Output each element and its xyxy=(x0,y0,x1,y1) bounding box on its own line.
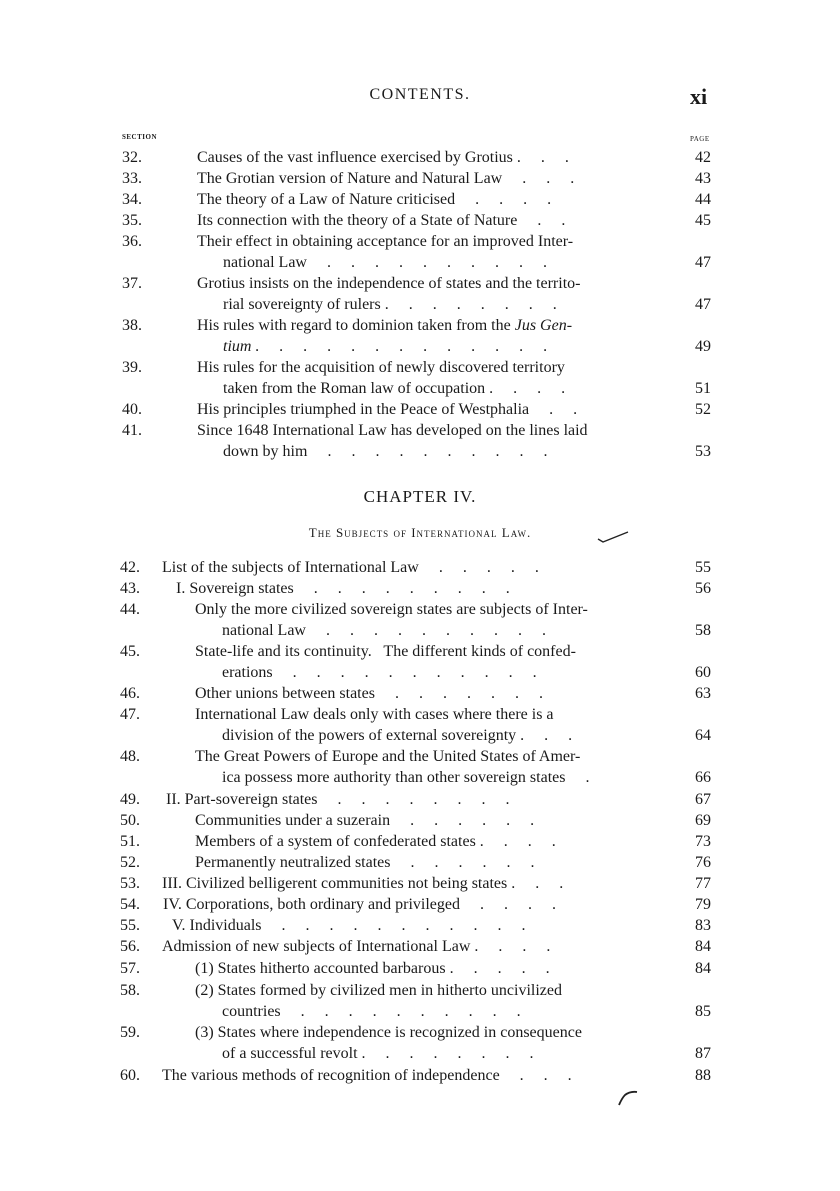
entry-page: 87 xyxy=(695,1045,711,1062)
entry-text-italic: Jus Gen- xyxy=(514,317,573,334)
section-number: 39. xyxy=(122,359,142,376)
section-number: 33. xyxy=(122,170,142,187)
entry-text: (3) States where independence is recognized in consequence xyxy=(195,1024,582,1041)
entry-text: Their effect in obtaining acceptance for an improved Inter- xyxy=(197,233,574,250)
entry-text-cont: of a successful revolt . . . . . . . . xyxy=(222,1045,534,1062)
entry-page: 44 xyxy=(695,191,711,208)
entry-text: State-life and its continuity. The different kinds of confed- xyxy=(195,643,576,660)
entry-page: 83 xyxy=(695,917,711,934)
entry-text: Permanently neutralized states . . . . . . xyxy=(195,854,535,871)
section-number: 40. xyxy=(122,401,142,418)
section-number: 44. xyxy=(120,601,140,618)
entry-text: His rules for the acquisition of newly discovered territory xyxy=(197,359,565,376)
section-number: 51. xyxy=(120,833,140,850)
entry-text-cont: countries . . . . . . . . . . xyxy=(222,1003,521,1020)
entry-text-cont: taken from the Roman law of occupation . . . . xyxy=(223,380,566,397)
section-number: 58. xyxy=(120,982,140,999)
entry-text xyxy=(197,315,572,336)
section-number: 54. xyxy=(120,896,140,913)
entry-page: 55 xyxy=(695,559,711,576)
entry-text: Only the more civilized sovereign states are subjects of Inter- xyxy=(195,601,588,618)
entry-text: Causes of the vast influence exercised by Grotius . . . xyxy=(197,149,569,166)
section-column-label: SECTION xyxy=(122,133,158,141)
page-number: xi xyxy=(690,84,708,109)
handwritten-check-mark xyxy=(596,530,630,544)
entry-text: Admission of new subjects of International Law . . . . xyxy=(162,938,551,955)
section-number: 37. xyxy=(122,275,142,292)
entry-text: III. Civilized belligerent communities not being states . . . xyxy=(162,875,564,892)
entry-text: International Law deals only with cases where there is a xyxy=(195,706,554,723)
section-number: 38. xyxy=(122,317,142,334)
entry-page: 76 xyxy=(695,854,711,871)
entry-text: List of the subjects of International Law . . . . . xyxy=(162,559,539,576)
entry-text: V. Individuals . . . . . . . . . . . xyxy=(172,917,526,934)
entry-text-main: His rules with regard to dominion taken from the xyxy=(197,317,511,334)
entry-page: 58 xyxy=(695,622,711,639)
entry-text: Communities under a suzerain . . . . . . xyxy=(195,812,535,829)
entry-page: 47 xyxy=(695,254,711,271)
entry-text: (2) States formed by civilized men in hitherto uncivilized xyxy=(195,982,563,999)
entry-page: 45 xyxy=(695,212,711,229)
entry-page: 63 xyxy=(695,685,711,702)
section-number: 55. xyxy=(120,917,140,934)
entry-page: 79 xyxy=(695,896,711,913)
section-number: 43. xyxy=(120,580,140,597)
chapter-heading: CHAPTER IV. xyxy=(363,487,477,506)
entry-page: 73 xyxy=(695,833,711,850)
entry-page: 84 xyxy=(695,938,711,955)
entry-text: The Great Powers of Europe and the United States of Amer- xyxy=(195,748,581,765)
entry-text: II. Part-sovereign states . . . . . . . . xyxy=(166,791,510,808)
entry-text: Since 1648 International Law has developed on the lines laid xyxy=(197,422,588,439)
entry-page: 66 xyxy=(695,769,711,786)
entry-text: Grotius insists on the independence of states and the territo- xyxy=(197,275,581,292)
chapter-subtitle: The Subjects of International Law. xyxy=(308,525,532,540)
entry-text-italic-cont: tium . . . . . . . . . . . . . xyxy=(223,338,548,355)
entry-page: 64 xyxy=(695,727,711,744)
section-number: 48. xyxy=(120,748,140,765)
running-title: CONTENTS. xyxy=(369,86,471,103)
entry-text: IV. Corporations, both ordinary and privileged . . . . xyxy=(163,896,556,913)
entry-text: I. Sovereign states . . . . . . . . . xyxy=(176,580,510,597)
entry-page: 77 xyxy=(695,875,711,892)
entry-page: 43 xyxy=(695,170,711,187)
entry-text-cont: national Law . . . . . . . . . . xyxy=(222,622,546,639)
entry-page: 67 xyxy=(695,791,711,808)
entry-text: Other unions between states . . . . . . . xyxy=(195,685,543,702)
section-number: 50. xyxy=(120,812,140,829)
entry-page: 51 xyxy=(695,380,711,397)
section-number: 34. xyxy=(122,191,142,208)
entry-text-cont: down by him . . . . . . . . . . xyxy=(223,443,548,460)
entry-page: 88 xyxy=(695,1067,711,1084)
section-number: 52. xyxy=(120,854,140,871)
entry-page: 69 xyxy=(695,812,711,829)
section-number: 47. xyxy=(120,706,140,723)
entry-text: His principles triumphed in the Peace of Westphalia . . xyxy=(197,401,578,418)
entry-text-cont: national Law . . . . . . . . . . xyxy=(223,254,547,271)
entry-page: 56 xyxy=(695,580,711,597)
section-number: 35. xyxy=(122,212,142,229)
section-number: 49. xyxy=(120,791,140,808)
page-column-label: PAGE xyxy=(690,135,710,143)
section-number: 36. xyxy=(122,233,142,250)
section-number: 59. xyxy=(120,1024,140,1041)
entry-page: 47 xyxy=(695,296,711,313)
entry-page: 52 xyxy=(695,401,711,418)
entry-text: The various methods of recognition of independence . . . xyxy=(162,1067,572,1084)
section-number: 41. xyxy=(122,422,142,439)
section-number: 46. xyxy=(120,685,140,702)
entry-text-cont xyxy=(223,336,547,357)
entry-page: 42 xyxy=(695,149,711,166)
entry-text: Its connection with the theory of a State of Nature . . xyxy=(197,212,566,229)
entry-text: The theory of a Law of Nature criticised . . . . xyxy=(197,191,552,208)
entry-page: 60 xyxy=(695,664,711,681)
section-number: 57. xyxy=(120,960,140,977)
entry-text-cont: erations . . . . . . . . . . . xyxy=(222,664,537,681)
entry-text: (1) States hitherto accounted barbarous . . . . . xyxy=(195,960,550,977)
section-number: 60. xyxy=(120,1067,140,1084)
entry-page: 84 xyxy=(695,960,711,977)
section-number: 32. xyxy=(122,149,142,166)
entry-page: 85 xyxy=(695,1003,711,1020)
entry-text-cont: division of the powers of external sovereignty . . . xyxy=(222,727,573,744)
entry-text: The Grotian version of Nature and Natural Law . . . xyxy=(197,170,575,187)
entry-page: 53 xyxy=(695,443,711,460)
section-number: 53. xyxy=(120,875,140,892)
entry-text: Members of a system of confederated states . . . . xyxy=(195,833,556,850)
entry-page: 49 xyxy=(695,338,711,355)
entry-text-cont: rial sovereignty of rulers . . . . . . . . xyxy=(223,296,557,313)
handwritten-pen-mark xyxy=(616,1088,640,1108)
entry-text-cont: ica possess more authority than other sovereign states . xyxy=(222,769,590,786)
section-number: 45. xyxy=(120,643,140,660)
section-number: 42. xyxy=(120,559,140,576)
section-number: 56. xyxy=(120,938,140,955)
